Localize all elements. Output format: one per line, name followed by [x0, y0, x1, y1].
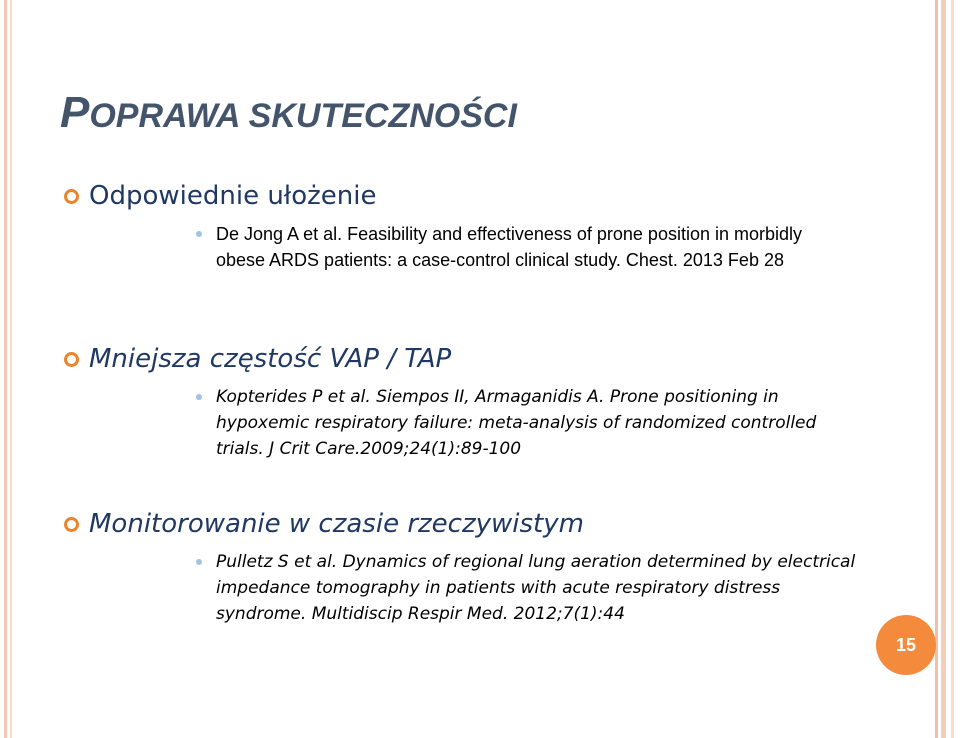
page-number-badge — [876, 615, 936, 675]
dot-bullet-icon — [196, 231, 202, 237]
dot-bullet-icon — [196, 394, 202, 400]
reference-text: Kopterides P et al. Siempos II, Armaganidis A. Prone positioning in hypoxemic respiratory failure: meta-analysis of randomized controlled trials. J Crit Care.2009;24(1):89-100 — [216, 387, 817, 459]
decor-stripe — [10, 0, 12, 738]
slide-title — [60, 88, 517, 138]
ring-bullet-icon — [64, 352, 79, 367]
decor-stripe — [4, 0, 7, 738]
page-number: 15 — [895, 634, 917, 655]
reference-text: De Jong A et al. Feasibility and effectiveness of prone position in morbidly obese ARDS patients: a case-control clinical study. Chest. 2013 Feb 28 — [216, 224, 803, 270]
ring-bullet-icon — [64, 517, 79, 532]
decor-stripe — [951, 0, 954, 738]
reference — [191, 221, 856, 273]
ring-bullet-icon — [64, 189, 79, 204]
title-initial: P — [60, 88, 90, 137]
dot-bullet-icon — [196, 559, 202, 565]
reference — [191, 384, 856, 462]
section-heading — [64, 343, 924, 375]
decor-stripe — [935, 0, 938, 738]
section-vap — [64, 343, 924, 462]
title-rest: OPRAWA SKUTECZNOŚCI — [89, 97, 517, 135]
section-heading-text: Odpowiednie ułożenie — [89, 181, 377, 211]
section-monitoring — [64, 508, 924, 627]
decor-stripe — [941, 0, 946, 738]
section-heading-text: Monitorowanie w czasie rzeczywistym — [89, 509, 584, 539]
reference — [191, 549, 856, 627]
section-heading-text: Mniejsza częstość VAP / TAP — [89, 344, 452, 374]
section-heading — [64, 508, 924, 540]
section-heading — [64, 180, 924, 212]
section-positioning — [64, 180, 924, 273]
reference-text: Pulletz S et al. Dynamics of regional lung aeration determined by electrical impedance tomography in patients with acute respiratory distress syndrome. Multidiscip Respir Med. 2012;7(1):44 — [216, 552, 856, 624]
